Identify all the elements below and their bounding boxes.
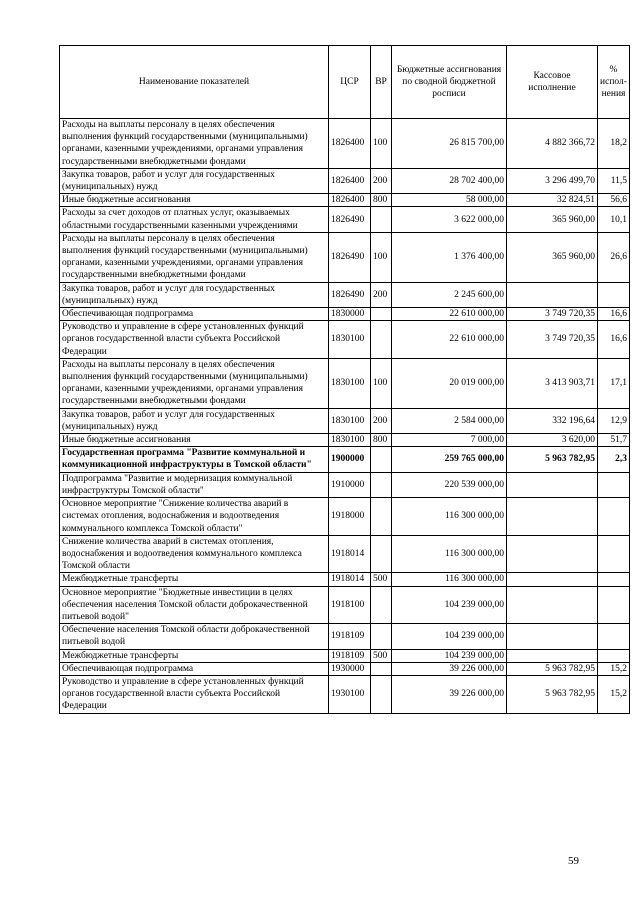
header-budget: Бюджетные ассигнования по сводной бюджетной росписи xyxy=(392,46,507,119)
cell-csr: 1826400 xyxy=(329,194,371,207)
cell-cash: 32 824,51 xyxy=(507,194,598,207)
cell-budget: 2 245 600,00 xyxy=(392,282,507,307)
cell-budget: 58 000,00 xyxy=(392,194,507,207)
cell-name: Межбюджетные трансферты xyxy=(60,649,329,662)
cell-csr: 1830100 xyxy=(329,321,371,359)
cell-percent xyxy=(598,573,630,586)
cell-vr xyxy=(371,586,392,624)
header-percent: % испол-нения xyxy=(598,46,630,119)
cell-vr xyxy=(371,535,392,573)
table-row xyxy=(60,649,630,662)
table-row xyxy=(60,447,630,472)
cell-cash: 4 882 366,72 xyxy=(507,119,598,169)
cell-cash: 332 196,64 xyxy=(507,408,598,433)
cell-percent: 12,9 xyxy=(598,408,630,433)
cell-csr: 1826490 xyxy=(329,232,371,282)
cell-name: Руководство и управление в сфере установленных функций органов государственной власти субъекта Российской Федерации xyxy=(60,675,329,713)
cell-csr: 1918109 xyxy=(329,624,371,649)
cell-name: Обеспечивающая подпрограмма xyxy=(60,308,329,321)
cell-csr: 1918000 xyxy=(329,498,371,536)
table-body xyxy=(60,119,630,714)
cell-budget: 104 239 000,00 xyxy=(392,624,507,649)
cell-percent: 56,6 xyxy=(598,194,630,207)
header-row xyxy=(60,46,630,119)
cell-percent: 16,6 xyxy=(598,321,630,359)
cell-name: Подпрограмма "Развитие и модернизация коммунальной инфраструктуры Томской области" xyxy=(60,472,329,497)
cell-cash: 3 749 720,35 xyxy=(507,321,598,359)
cell-percent xyxy=(598,586,630,624)
cell-vr xyxy=(371,472,392,497)
cell-name: Иные бюджетные ассигнования xyxy=(60,434,329,447)
cell-cash xyxy=(507,573,598,586)
cell-cash: 365 960,00 xyxy=(507,232,598,282)
cell-name: Закупка товаров, работ и услуг для государственных (муниципальных) нужд xyxy=(60,168,329,193)
cell-vr xyxy=(371,207,392,232)
table-row xyxy=(60,675,630,713)
budget-table xyxy=(59,45,630,714)
cell-percent xyxy=(598,282,630,307)
cell-cash: 5 963 782,95 xyxy=(507,675,598,713)
cell-vr xyxy=(371,447,392,472)
cell-budget: 20 019 000,00 xyxy=(392,358,507,408)
cell-name: Расходы за счет доходов от платных услуг, оказываемых областными государственными казенными учреждениями xyxy=(60,207,329,232)
header-cash: Кассовое исполнение xyxy=(507,46,598,119)
cell-budget: 259 765 000,00 xyxy=(392,447,507,472)
cell-vr xyxy=(371,308,392,321)
cell-percent: 11,5 xyxy=(598,168,630,193)
cell-percent: 15,2 xyxy=(598,675,630,713)
cell-csr: 1900000 xyxy=(329,447,371,472)
cell-budget: 104 239 000,00 xyxy=(392,586,507,624)
cell-cash: 3 620,00 xyxy=(507,434,598,447)
table-row xyxy=(60,624,630,649)
cell-csr: 1826490 xyxy=(329,282,371,307)
cell-name: Расходы на выплаты персоналу в целях обеспечения выполнения функций государственными (муниципальными) органами, казенными учреждениями, органами управления государственными внебюджетными фондами xyxy=(60,358,329,408)
table-row xyxy=(60,194,630,207)
cell-budget: 39 226 000,00 xyxy=(392,675,507,713)
cell-cash xyxy=(507,586,598,624)
cell-vr: 100 xyxy=(371,119,392,169)
cell-name: Закупка товаров, работ и услуг для государственных (муниципальных) нужд xyxy=(60,408,329,433)
cell-csr: 1930000 xyxy=(329,662,371,675)
table-row xyxy=(60,434,630,447)
table-row xyxy=(60,498,630,536)
cell-vr: 800 xyxy=(371,434,392,447)
cell-budget: 116 300 000,00 xyxy=(392,498,507,536)
cell-csr: 1930100 xyxy=(329,675,371,713)
cell-csr: 1826400 xyxy=(329,168,371,193)
cell-budget: 220 539 000,00 xyxy=(392,472,507,497)
cell-csr: 1910000 xyxy=(329,472,371,497)
table-row xyxy=(60,321,630,359)
cell-budget: 2 584 000,00 xyxy=(392,408,507,433)
cell-budget: 3 622 000,00 xyxy=(392,207,507,232)
cell-cash: 3 413 903,71 xyxy=(507,358,598,408)
cell-percent: 10,1 xyxy=(598,207,630,232)
table-row xyxy=(60,207,630,232)
cell-budget: 22 610 000,00 xyxy=(392,308,507,321)
cell-csr: 1918100 xyxy=(329,586,371,624)
cell-vr: 100 xyxy=(371,358,392,408)
cell-budget: 116 300 000,00 xyxy=(392,573,507,586)
cell-name: Межбюджетные трансферты xyxy=(60,573,329,586)
cell-name: Основное мероприятие "Снижение количества аварий в системах отопления, водоснабжения и водоотведения коммунального комплекса Томской области" xyxy=(60,498,329,536)
cell-budget: 22 610 000,00 xyxy=(392,321,507,359)
cell-csr: 1830100 xyxy=(329,434,371,447)
table-row xyxy=(60,308,630,321)
cell-vr xyxy=(371,498,392,536)
table-row xyxy=(60,119,630,169)
cell-csr: 1918109 xyxy=(329,649,371,662)
table-row xyxy=(60,472,630,497)
cell-name: Расходы на выплаты персоналу в целях обеспечения выполнения функций государственными (муниципальными) органами, казенными учреждениями, органами управления государственными внебюджетными фондами xyxy=(60,232,329,282)
page-number: 59 xyxy=(568,855,579,867)
cell-cash xyxy=(507,649,598,662)
cell-name: Обеспечивающая подпрограмма xyxy=(60,662,329,675)
cell-percent xyxy=(598,649,630,662)
cell-budget: 104 239 000,00 xyxy=(392,649,507,662)
table-row xyxy=(60,573,630,586)
cell-vr: 200 xyxy=(371,408,392,433)
cell-name: Иные бюджетные ассигнования xyxy=(60,194,329,207)
table-row xyxy=(60,168,630,193)
cell-vr xyxy=(371,675,392,713)
cell-percent: 18,2 xyxy=(598,119,630,169)
table-row xyxy=(60,358,630,408)
cell-name: Расходы на выплаты персоналу в целях обеспечения выполнения функций государственными (муниципальными) органами, казенными учреждениями, органами управления государственными внебюджетными фондами xyxy=(60,119,329,169)
cell-cash: 3 296 499,70 xyxy=(507,168,598,193)
cell-vr xyxy=(371,662,392,675)
cell-vr: 200 xyxy=(371,168,392,193)
cell-cash: 365 960,00 xyxy=(507,207,598,232)
cell-budget: 39 226 000,00 xyxy=(392,662,507,675)
cell-csr: 1918014 xyxy=(329,573,371,586)
header-vr: ВР xyxy=(371,46,392,119)
cell-vr: 100 xyxy=(371,232,392,282)
cell-percent xyxy=(598,624,630,649)
cell-name: Закупка товаров, работ и услуг для государственных (муниципальных) нужд xyxy=(60,282,329,307)
cell-csr: 1830100 xyxy=(329,408,371,433)
cell-cash xyxy=(507,535,598,573)
cell-cash xyxy=(507,472,598,497)
cell-percent xyxy=(598,472,630,497)
cell-vr: 200 xyxy=(371,282,392,307)
cell-cash xyxy=(507,624,598,649)
cell-cash: 5 963 782,95 xyxy=(507,447,598,472)
cell-vr: 500 xyxy=(371,573,392,586)
table-row xyxy=(60,282,630,307)
cell-name: Снижение количества аварий в системах отопления, водоснабжения и водоотведения коммунального комплекса Томской области xyxy=(60,535,329,573)
cell-percent: 2,3 xyxy=(598,447,630,472)
cell-cash xyxy=(507,282,598,307)
cell-vr: 500 xyxy=(371,649,392,662)
cell-budget: 116 300 000,00 xyxy=(392,535,507,573)
cell-percent xyxy=(598,498,630,536)
cell-percent: 17,1 xyxy=(598,358,630,408)
table-row xyxy=(60,232,630,282)
cell-csr: 1918014 xyxy=(329,535,371,573)
cell-budget: 1 376 400,00 xyxy=(392,232,507,282)
cell-percent: 26,6 xyxy=(598,232,630,282)
cell-cash: 5 963 782,95 xyxy=(507,662,598,675)
cell-percent: 16,6 xyxy=(598,308,630,321)
cell-budget: 26 815 700,00 xyxy=(392,119,507,169)
cell-percent: 15,2 xyxy=(598,662,630,675)
table-row xyxy=(60,535,630,573)
header-csr: ЦСР xyxy=(329,46,371,119)
cell-cash xyxy=(507,498,598,536)
cell-vr xyxy=(371,321,392,359)
cell-name: Обеспечение населения Томской области доброкачественной питьевой водой xyxy=(60,624,329,649)
table-row xyxy=(60,662,630,675)
table-row xyxy=(60,408,630,433)
cell-vr: 800 xyxy=(371,194,392,207)
cell-vr xyxy=(371,624,392,649)
cell-budget: 28 702 400,00 xyxy=(392,168,507,193)
cell-name: Государственная программа "Развитие коммунальной и коммуникационной инфраструктуры в Томской области" xyxy=(60,447,329,472)
cell-csr: 1826400 xyxy=(329,119,371,169)
header-name: Наименование показателей xyxy=(60,46,329,119)
cell-name: Руководство и управление в сфере установленных функций органов государственной власти субъекта Российской Федерации xyxy=(60,321,329,359)
cell-csr: 1830000 xyxy=(329,308,371,321)
cell-csr: 1826490 xyxy=(329,207,371,232)
cell-percent: 51,7 xyxy=(598,434,630,447)
cell-name: Основное мероприятие "Бюджетные инвестиции в целях обеспечения населения Томской области доброкачественной питьевой водой" xyxy=(60,586,329,624)
cell-budget: 7 000,00 xyxy=(392,434,507,447)
cell-cash: 3 749 720,35 xyxy=(507,308,598,321)
table-row xyxy=(60,586,630,624)
cell-csr: 1830100 xyxy=(329,358,371,408)
cell-percent xyxy=(598,535,630,573)
